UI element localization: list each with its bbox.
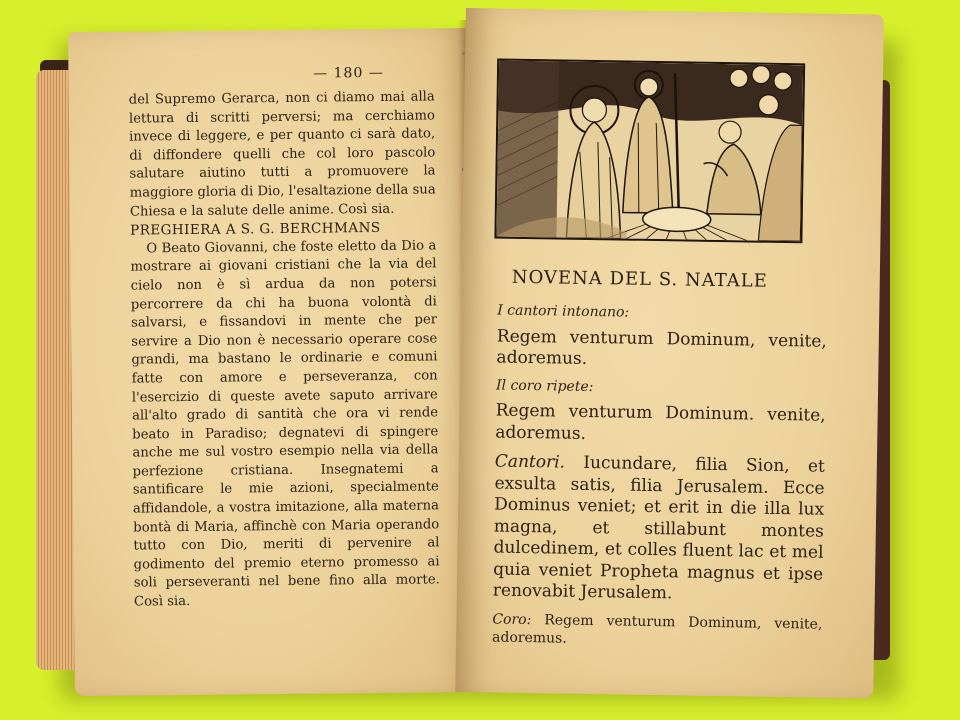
intro-paragraph: del Supremo Gerarca, non ci diamo mai alla lettura di scritti perversi; ma cerchiamo invece di leggere, e per quanto ci sarà dato, di diffondere quelli che col loro pascolo salutare aiutino tutti a promuovere la maggiore gloria di Dio, l'esaltazione della sua Chiesa e la salute delle anime. Così sia. (128, 89, 436, 220)
novena-title: NOVENA DEL S. NATALE (511, 266, 768, 292)
reading-text: Iucundare, filia Sion, et exsulta satis, filia Jerusalem. Ecce Dominus veniet; et erit in die illa lux magna, et stillabunt montes dulcedinem, et colles fluent lac et mel quia veniet Propheta magnus et ipse renovabit Jerusalem. (492, 452, 825, 604)
left-page (68, 28, 477, 696)
verse-1: Regem venturum Dominum, venite, adoremus. (496, 326, 827, 369)
prayer-heading: PREGHIERA A S. G. BERCHMANS (130, 220, 381, 239)
right-page (455, 8, 884, 698)
verse-2: Regem venturum Dominum. venite, adoremus. (495, 400, 826, 444)
coro-label: Coro: (492, 610, 532, 628)
rubric-choir: Il coro ripete: (495, 377, 594, 395)
prayer-text: O Beato Giovanni, che foste eletto da Dio a mostrare ai giovani cristiani che la via del cielo non è sì ardua da non potersi percorrere da chi ha buona volontà di salvarsi, e fissandovi in mente che per servire a Dio non è necessario operare cose grandi, ma bastano le ordinarie e comuni fatte con amore e perseveranza, con l'esercizio di queste avete saputo arrivare all'alto grado di santità che ora vi rende beato in Paradiso; degnatevi di spingere anche me sul vostro esempio nella via della perfezione cristiana. Insegnatemi a santificare le mie azioni, specialmente affidandole, a vostra imitazione, alla materna bontà di Maria, affinchè con Maria operando tutto con Dio, meriti di pervenire al godimento del premio eterno promesso ai soli perseveranti nel bene fino alla morte. Così sia. (130, 238, 440, 610)
nativity-engraving (496, 61, 803, 242)
left-page-text (129, 88, 440, 612)
coro-text: Regem venturum Dominum, venite, adoremus. (491, 611, 823, 647)
nativity-illustration (494, 58, 805, 243)
right-page-text (492, 301, 827, 652)
cantori-label: Cantori. (494, 451, 566, 473)
reading-paragraph (493, 452, 825, 608)
page-number: — 180 — (313, 64, 384, 82)
coro-paragraph (492, 610, 823, 651)
rubric-cantors: I cantori intonano: (497, 302, 630, 321)
